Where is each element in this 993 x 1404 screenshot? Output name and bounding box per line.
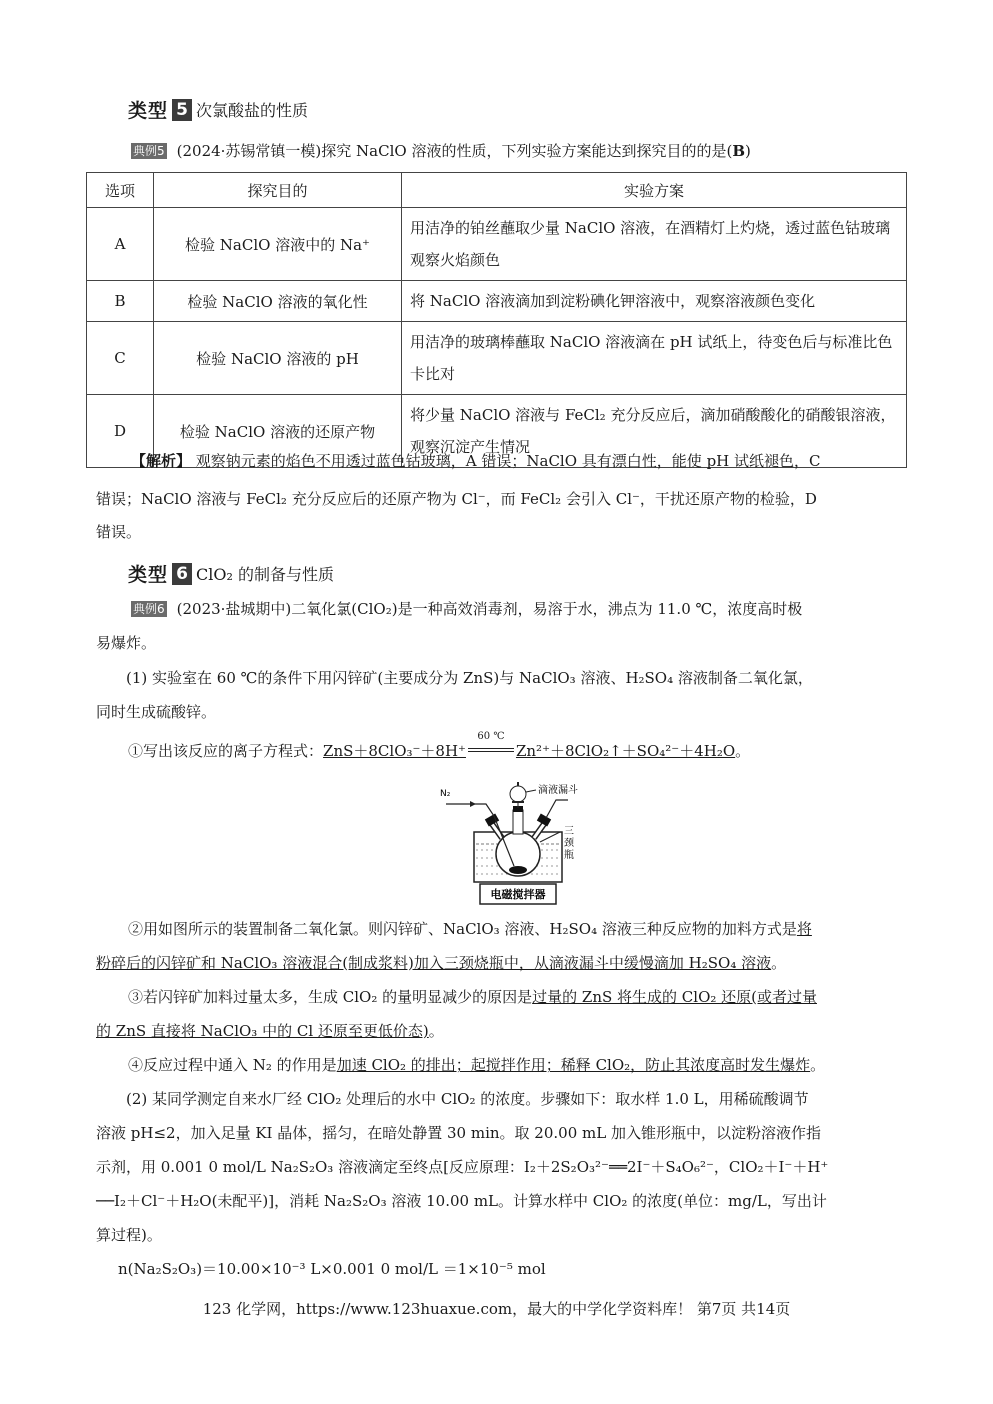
- table-row: [87, 281, 907, 322]
- section-number: 6: [172, 563, 192, 585]
- q2-line-1: (2) 某同学测定自来水厂经 ClO₂ 处理后的水中 ClO₂ 的浓度。步骤如下：取水样 1.0 L，用稀硫酸调节: [126, 1090, 809, 1108]
- sub-question-1: [128, 731, 940, 762]
- sub3-end: 。: [428, 1022, 444, 1040]
- stirrer-label: 电磁搅拌器: [490, 888, 546, 901]
- example-6: [131, 598, 943, 620]
- sub2-end: 。: [771, 954, 787, 972]
- header-goal: 探究目的: [154, 173, 402, 208]
- sub-question-3-line-1: [128, 986, 908, 1008]
- sub1-prefix: ①写出该反应的离子方程式：: [128, 742, 324, 760]
- row-goal: 检验 NaClO 溶液中的 Na⁺: [154, 208, 402, 281]
- analysis-line-3: 错误。: [96, 523, 142, 541]
- gas-label: N₂: [440, 789, 451, 799]
- row-goal: 检验 NaClO 溶液的还原产物: [154, 395, 402, 468]
- flask-label-2: 颈: [564, 838, 574, 849]
- sub-question-4: [128, 1054, 908, 1076]
- apparatus-figure: [436, 780, 596, 908]
- row-option: A: [87, 208, 154, 281]
- flask-label-3: 瓶: [564, 850, 574, 861]
- q2-line-4: ──I₂＋Cl⁻＋H₂O(未配平)]，消耗 Na₂S₂O₃ 溶液 10.00 mL。计算水样中 ClO₂ 的浓度(单位：mg/L，写出计: [96, 1192, 827, 1210]
- example-5-text: (2024·苏锡常镇一模)探究 NaClO 溶液的性质，下列实验方案能达到探究目的的是(: [176, 142, 733, 160]
- row-plan: 将 NaClO 溶液滴加到淀粉碘化钾溶液中，观察溶液颜色变化: [402, 281, 907, 322]
- flask-label-1: 三: [564, 826, 574, 837]
- equation-left: ZnS＋8ClO₃⁻＋8H⁺: [323, 742, 466, 760]
- sub-question-2-line-1: [128, 918, 908, 940]
- sub-question-3-line-2: [96, 1020, 908, 1042]
- row-option: B: [87, 281, 154, 322]
- sub3-prefix: ③若闪锌矿加料过量太多，生成 ClO₂ 的量明显减少的原因是: [128, 988, 533, 1006]
- sub1-end: 。: [735, 742, 751, 760]
- page-footer: 123 化学网，https://www.123huaxue.com，最大的中学化学资料库！ 第7页 共14页: [202, 1300, 791, 1318]
- example-badge: 典例6: [133, 602, 165, 616]
- sub4-prefix: ④反应过程中通入 N₂ 的作用是: [128, 1056, 337, 1074]
- q2-line-3: 示剂，用 0.001 0 mol/L Na₂S₂O₃ 溶液滴定至终点[反应原理：I₂＋2S₂O₃²⁻══2I⁻＋S₄O₆²⁻，ClO₂＋I⁻＋H⁺: [96, 1158, 829, 1176]
- example-badge: 典例5: [133, 144, 165, 158]
- header-option: 选项: [87, 173, 154, 208]
- row-plan: 将少量 NaClO 溶液与 FeCl₂ 充分反应后，滴加硝酸酸化的硝酸银溶液，观察沉淀产生情况: [402, 395, 907, 468]
- row-goal: 检验 NaClO 溶液的 pH: [154, 322, 402, 395]
- sub4-end: 。: [810, 1056, 826, 1074]
- table-row: [87, 322, 907, 395]
- equation-arrow: [466, 731, 516, 762]
- q2-line-2: 溶液 pH≤2，加入足量 KI 晶体，摇匀，在暗处静置 30 min。取 20.00 mL 加入锥形瓶中，以淀粉溶液作指: [96, 1124, 821, 1142]
- row-option: C: [87, 322, 154, 395]
- analysis-line-2: 错误；NaClO 溶液与 FeCl₂ 充分反应后的还原产物为 Cl⁻，而 FeCl₂ 会引入 Cl⁻，干扰还原产物的检验，D: [96, 490, 817, 508]
- sub-question-2-line-2: [96, 952, 908, 974]
- section-title: 次氯酸盐的性质: [196, 101, 309, 120]
- calculation-line: n(Na₂S₂O₃)＝10.00×10⁻³ L×0.001 0 mol/L ＝1×10⁻⁵ mol: [118, 1260, 546, 1278]
- sub2-answer-1: 将: [796, 920, 812, 938]
- q1-line-1: (1) 实验室在 60 ℃的条件下用闪锌矿(主要成分为 ZnS)与 NaClO₃ 溶液、H₂SO₄ 溶液制备二氧化氯，: [126, 669, 813, 687]
- table-header-row: [87, 173, 907, 208]
- sub4-answer: 加速 ClO₂ 的排出；起搅拌作用；稀释 ClO₂，防止其浓度高时发生爆炸: [336, 1056, 811, 1074]
- equation-right: Zn²⁺＋8ClO₂↑＋SO₄²⁻＋4H₂O: [515, 742, 736, 760]
- row-plan: 用洁净的玻璃棒蘸取 NaClO 溶液滴在 pH 试纸上，待变色后与标准比色卡比对: [402, 322, 907, 395]
- table-row: [87, 208, 907, 281]
- row-plan: 用洁净的铂丝蘸取少量 NaClO 溶液，在酒精灯上灼烧，透过蓝色钴玻璃观察火焰颜色: [402, 208, 907, 281]
- sub3-answer-1: 过量的 ZnS 将生成的 ClO₂ 还原(或者过量: [532, 988, 817, 1006]
- row-goal: 检验 NaClO 溶液的氧化性: [154, 281, 402, 322]
- sub3-answer-2: 的 ZnS 直接将 NaClO₃ 中的 Cl 还原至更低价态): [96, 1022, 429, 1040]
- analysis-label: 【解析】: [131, 452, 192, 470]
- equation-condition: 60 ℃: [477, 731, 505, 742]
- section-title: ClO₂ 的制备与性质: [196, 565, 334, 584]
- example-5-answer: B: [732, 142, 746, 160]
- section-6-heading: [128, 560, 334, 587]
- experiment-table: [86, 172, 907, 468]
- q1-line-2: 同时生成硫酸锌。: [96, 703, 217, 721]
- example-5-close: ): [745, 142, 751, 160]
- section-label: 类型: [128, 100, 169, 122]
- section-5-heading: [128, 96, 308, 123]
- sub2-prefix: ②用如图所示的装置制备二氧化氯。则闪锌矿、NaClO₃ 溶液、H₂SO₄ 溶液三种反应物的加料方式是: [128, 920, 797, 938]
- example-5: [131, 140, 943, 162]
- header-plan: 实验方案: [402, 173, 907, 208]
- example-6-line-2: 易爆炸。: [96, 634, 157, 652]
- sub2-answer-2: 粉碎后的闪锌矿和 NaClO₃ 溶液混合(制成浆料)加入三颈烧瓶中，从滴液漏斗中缓慢滴加 H₂SO₄ 溶液: [96, 954, 772, 972]
- section-number: 5: [172, 99, 192, 121]
- example-6-text-1: (2023·盐城期中)二氧化氯(ClO₂)是一种高效消毒剂，易溶于水，沸点为 11.0 ℃，浓度高时极: [176, 600, 803, 618]
- q2-line-5: 算过程)。: [96, 1226, 162, 1244]
- analysis-line-1: [131, 450, 943, 472]
- funnel-label: 滴液漏斗: [538, 785, 578, 796]
- analysis-text-1: 观察钠元素的焰色不用透过蓝色钴玻璃，A 错误；NaClO 具有漂白性，能使 pH 试纸褪色，C: [191, 452, 821, 470]
- row-option: D: [87, 395, 154, 468]
- section-label: 类型: [128, 564, 169, 586]
